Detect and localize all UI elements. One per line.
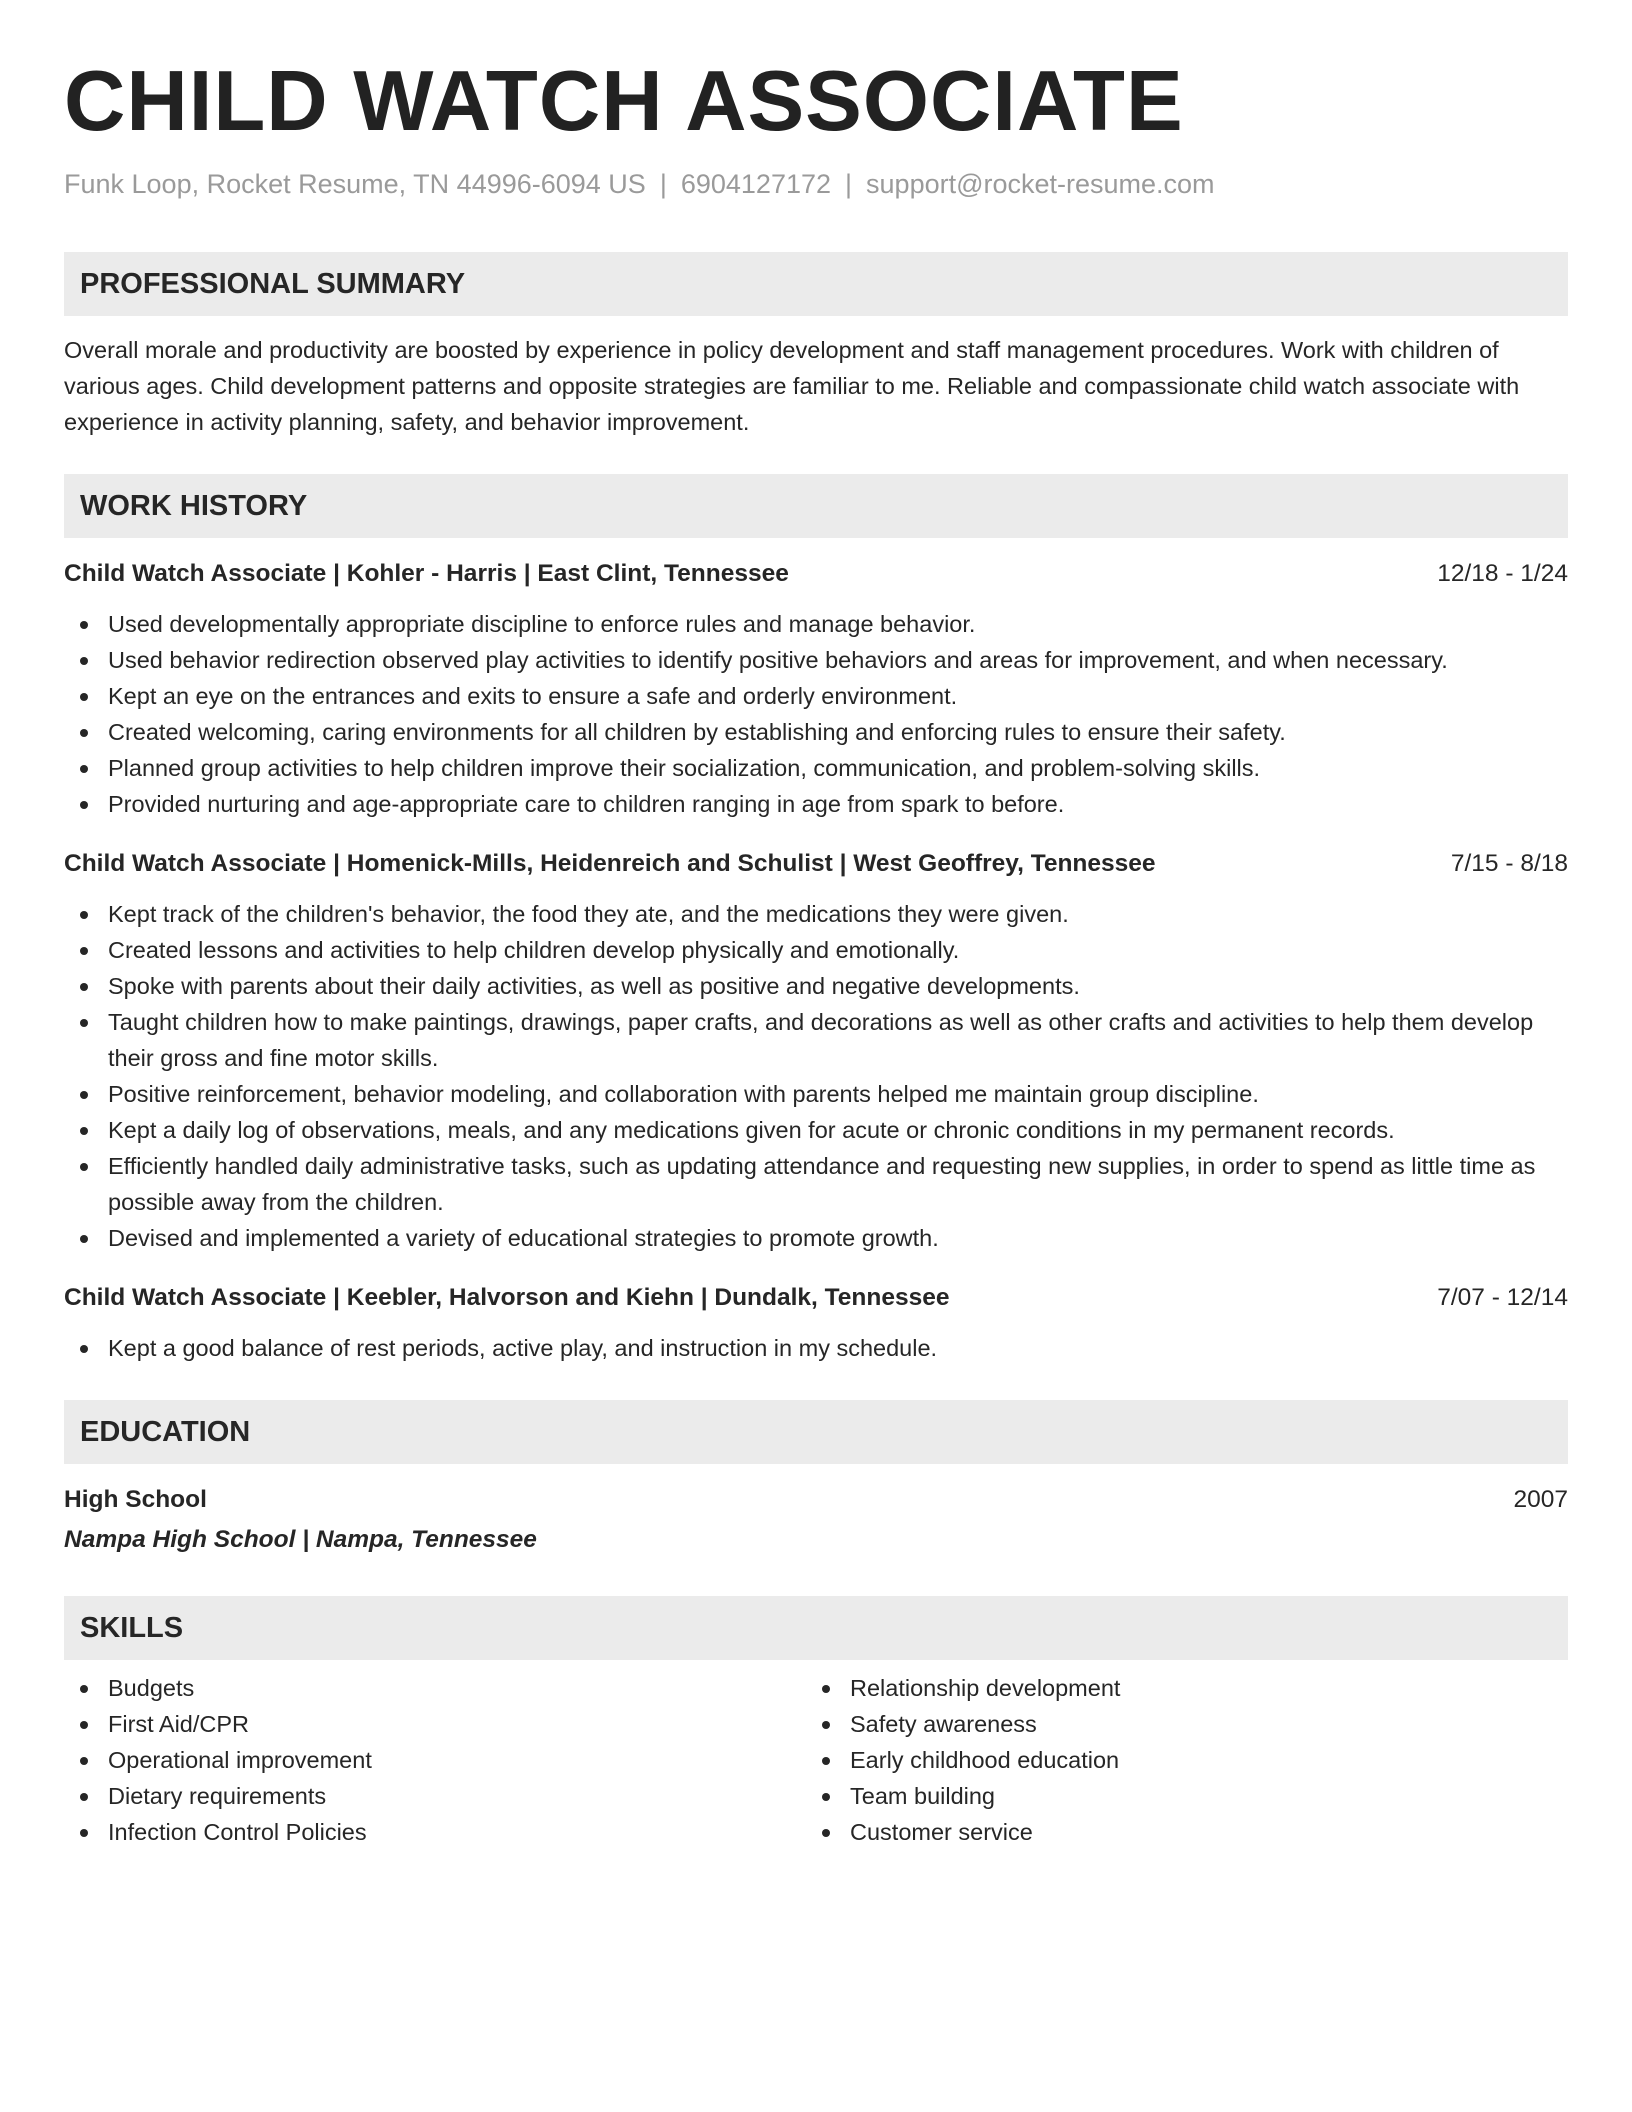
contact-line — [64, 166, 1568, 202]
job-bullet: Kept an eye on the entrances and exits to ensure a safe and orderly environment. — [64, 678, 1568, 714]
skill-item: Customer service — [806, 1814, 1548, 1850]
education-school: Nampa High School | Nampa, Tennessee — [64, 1526, 537, 1553]
job-bullet: Efficiently handled daily administrative tasks, such as updating attendance and requesting new supplies, in order to spend as little time as possible away from the children. — [64, 1148, 1568, 1220]
candidate-name: CHILD WATCH ASSOCIATE — [64, 54, 1184, 149]
section-header-education: EDUCATION — [64, 1400, 1568, 1464]
job-bullet: Kept a daily log of observations, meals, and any medications given for acute or chronic conditions in my permanent records. — [64, 1112, 1568, 1148]
job-entry — [64, 1280, 1568, 1366]
skill-item: Safety awareness — [806, 1706, 1548, 1742]
skills-list — [64, 1670, 1568, 1850]
job-bullets — [64, 606, 1568, 822]
contact-phone: 6904127172 — [680, 169, 832, 199]
job-bullet: Taught children how to make paintings, drawings, paper crafts, and decorations as well as other crafts and activities to help them develop their gross and fine motor skills. — [64, 1004, 1568, 1076]
job-dates: 7/07 - 12/14 — [1437, 1284, 1568, 1311]
skill-item: Early childhood education — [806, 1742, 1548, 1778]
job-title: Child Watch Associate | Kohler - Harris | East Clint, Tennessee — [64, 560, 789, 587]
job-bullet: Used developmentally appropriate discipline to enforce rules and manage behavior. — [64, 606, 1568, 642]
education-entry — [64, 1482, 1568, 1558]
section-header-work-history: WORK HISTORY — [64, 474, 1568, 538]
job-bullet: Planned group activities to help children improve their socialization, communication, and problem-solving skills. — [64, 750, 1568, 786]
job-bullet: Kept track of the children's behavior, the food they ate, and the medications they were given. — [64, 896, 1568, 932]
job-dates: 7/15 - 8/18 — [1450, 850, 1568, 877]
section-header-summary: PROFESSIONAL SUMMARY — [64, 252, 1568, 316]
job-bullets — [64, 1330, 1568, 1366]
contact-email: support@rocket-resume.com — [866, 169, 1215, 199]
job-bullet: Spoke with parents about their daily activities, as well as positive and negative developments. — [64, 968, 1568, 1004]
skill-item: Budgets — [64, 1670, 806, 1706]
job-heading — [64, 846, 1568, 882]
skill-item: Relationship development — [806, 1670, 1548, 1706]
skills-column-left — [64, 1670, 806, 1850]
skill-item: Dietary requirements — [64, 1778, 806, 1814]
job-heading — [64, 556, 1568, 592]
contact-separator: | — [659, 169, 667, 199]
skill-item: First Aid/CPR — [64, 1706, 806, 1742]
education-year: 2007 — [1513, 1486, 1568, 1513]
job-bullet: Created welcoming, caring environments for all children by establishing and enforcing rules to ensure their safety. — [64, 714, 1568, 750]
job-bullets — [64, 896, 1568, 1256]
job-bullet: Devised and implemented a variety of educational strategies to promote growth. — [64, 1220, 1568, 1256]
job-entry — [64, 846, 1568, 1256]
contact-separator: | — [845, 169, 853, 199]
job-bullet: Created lessons and activities to help children develop physically and emotionally. — [64, 932, 1568, 968]
job-heading — [64, 1280, 1568, 1316]
job-bullet: Used behavior redirection observed play activities to identify positive behaviors and areas for improvement, and when necessary. — [64, 642, 1568, 678]
job-bullet: Positive reinforcement, behavior modeling, and collaboration with parents helped me maintain group discipline. — [64, 1076, 1568, 1112]
skills-column-right — [806, 1670, 1548, 1850]
job-bullet: Provided nurturing and age-appropriate care to children ranging in age from spark to before. — [64, 786, 1568, 822]
job-entry — [64, 556, 1568, 822]
job-title: Child Watch Associate | Keebler, Halvorson and Kiehn | Dundalk, Tennessee — [64, 1284, 950, 1311]
summary-text: Overall morale and productivity are boosted by experience in policy development and staff management procedures. Work with children of various ages. Child development patterns and opposite strategies are familiar to me. Reliable and compassionate child watch associate with experience in activity planning, safety, and behavior improvement. — [64, 337, 1520, 435]
job-bullet: Kept a good balance of rest periods, active play, and instruction in my schedule. — [64, 1330, 1568, 1366]
contact-address: Funk Loop, Rocket Resume, TN 44996-6094 US — [64, 169, 646, 199]
education-degree: High School — [64, 1486, 207, 1513]
section-header-skills: SKILLS — [64, 1596, 1568, 1660]
skill-item: Operational improvement — [64, 1742, 806, 1778]
job-title: Child Watch Associate | Homenick-Mills, Heidenreich and Schulist | West Geoffrey, Tennessee — [64, 850, 1156, 877]
skill-item: Team building — [806, 1778, 1548, 1814]
skill-item: Infection Control Policies — [64, 1814, 806, 1850]
education-heading — [64, 1482, 1568, 1518]
job-dates: 12/18 - 1/24 — [1437, 560, 1568, 587]
resume-page — [64, 52, 1568, 1850]
